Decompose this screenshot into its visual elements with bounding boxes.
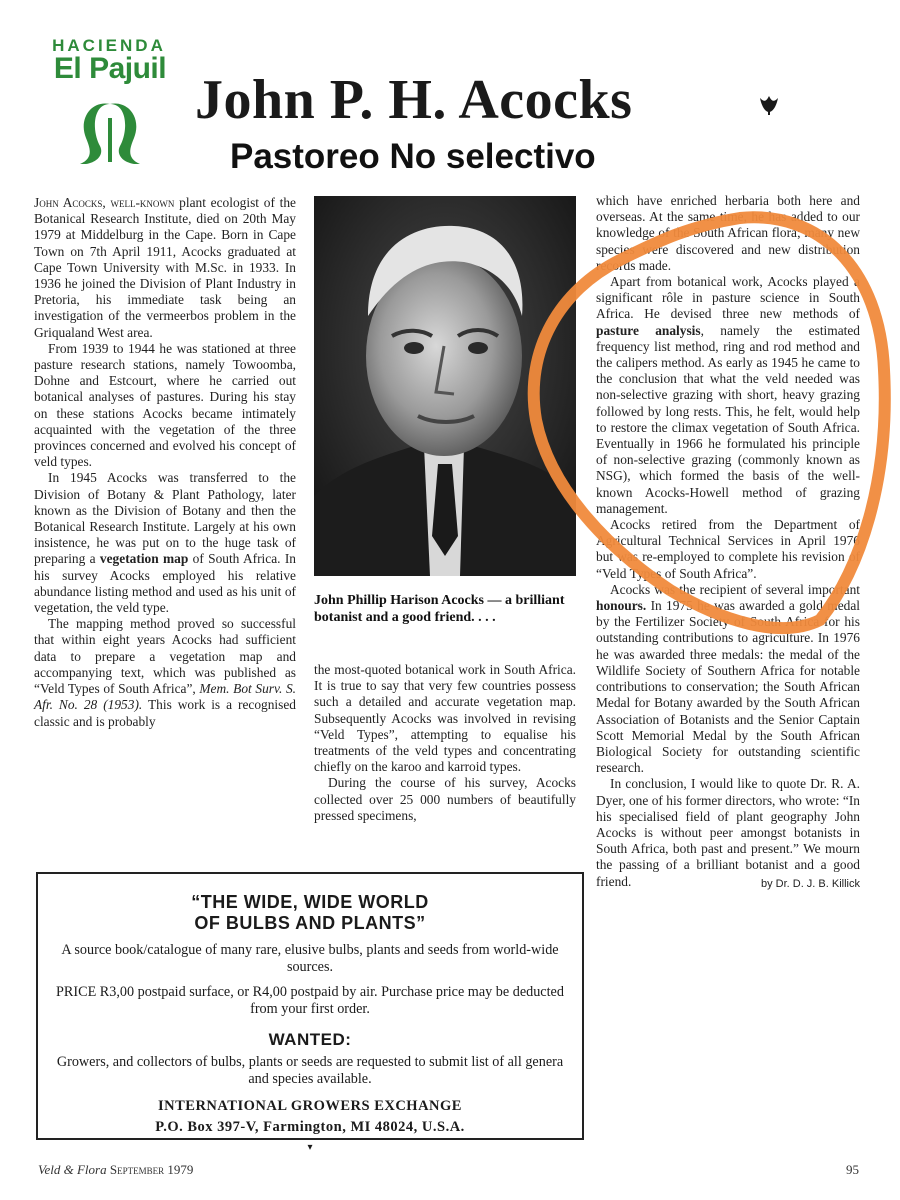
overlay-subtitle: Pastoreo No selectivo: [230, 137, 596, 176]
ad-wanted-heading: WANTED:: [268, 1030, 352, 1049]
photo-caption: John Phillip Harison Acocks — a brilliant botanist and a good friend. . . .: [314, 593, 565, 625]
leaf-logo-icon: [70, 98, 150, 170]
ad-heading-1: “THE WIDE, WIDE WORLD: [191, 892, 429, 912]
column-2: [314, 662, 576, 824]
col3-paragraph: Acocks retired from the Department of Agricultural Technical Services in April 1976 but was re-employed to complete his revision of “Veld Types of South Africa”.: [596, 517, 860, 581]
ad-organization: INTERNATIONAL GROWERS EXCHANGE: [158, 1098, 462, 1114]
byline: by Dr. D. J. B. Killick: [760, 877, 860, 890]
ad-wanted-text: Growers, and collectors of bulbs, plants or seeds are requested to submit list of all genera and species available.: [56, 1054, 564, 1087]
ad-address: P.O. Box 397-V, Farmington, MI 48024, U.S.A.: [155, 1119, 465, 1135]
ad-description: A source book/catalogue of many rare, elusive bulbs, plants and seeds from world-wide sources.: [61, 942, 559, 975]
col1-paragraph: From 1939 to 1944 he was stationed at three pasture research stations, namely Towoomba, Dohne and Estcourt, where he carried out botanical analyses of pastures. During his stay on these stations Acocks became intimately acquainted with the vegetation of the three provinces concerned and evolved his concept of veld types.: [34, 340, 296, 470]
article-title: John P. H. Acocks: [195, 69, 633, 131]
orange-circle-annotation: [520, 200, 898, 640]
footer-journal: Veld & Flora September 1979: [38, 1162, 194, 1177]
col3-paragraph: In conclusion, I would like to quote Dr. R. A. Dyer, one of his former directors, who wrote: “In his specialised field of plant geography John Acocks is without peer amongst botanists in South Africa, both past and present.” We mourn the passing of a brilliant botanist and a good friend.: [596, 776, 860, 889]
col3-paragraph: Apart from botanical work, Acocks played a significant rôle in pasture science in South Africa. He devised three new methods of pasture analysis, namely the estimated frequency list method, ring and rod method and the calipers method. As early as 1945 he came to the conclusion that what the veld needed was non-selective grazing with short, heavy grazing followed by long rests. This, he felt, would help to restore the climax vegetation of South Africa. Eventually in 1966 he formulated his principle of non-selective grazing (commonly known as NSG), which formed the basis of the well-known Acocks-Howell method of grazing management.: [596, 274, 860, 516]
advertisement-box: [36, 872, 584, 1153]
ad-heading-2: OF BULBS AND PLANTS”: [194, 913, 426, 933]
col3-paragraph: which have enriched herbaria both here and overseas. At the same time, he has added to our knowledge of the South African flora; many new species were discovered and new distribution records made.: [596, 193, 860, 273]
ad-price: PRICE R3,00 postpaid surface, or R4,00 postpaid by air. Purchase price may be deducted from your first order.: [56, 984, 564, 1017]
col1-paragraph: John Acocks, well-known plant ecologist of the Botanical Research Institute, died on 20th May 1979 at Middelburg in the Cape. Born in Cape Town on 7th April 1911, Acocks graduated at Cape Town University with M.Sc. in 1933. In 1936 he joined the Division of Plant Industry in Pretoria, his immediate task being an investigation of the vermeerbos problem in the Griqualand West area.: [34, 195, 296, 340]
col1-paragraph: In 1945 Acocks was transferred to the Division of Botany & Plant Pathology, later known as the Division of Botany and then the Botanical Research Institute. Largely at his own insistence, he was put on to the huge task of preparing a vegetation map of South Africa. In his survey Acocks employed his relative abundance listing method and used as his unit of vegetation, the veld type.: [34, 470, 296, 616]
logo-main-text: El Pajuil: [53, 52, 167, 85]
ad-bullet-mark: ▾: [307, 1142, 313, 1153]
column-1: [34, 195, 296, 730]
flower-ornament-icon: [756, 90, 782, 116]
col3-paragraph: Acocks was the recipient of several important honours. In 1975 he was awarded a gold medal by the Fertilizer Society of South Africa for his outstanding contributions to agriculture. In 1976 he was awarded three medals: the medal of the Wildlife Society of Southern Africa for notable contributions to conservation; the South African Medal for Botany awarded by the South African Association of Botanists and the Senior Captain Scott Memorial Medal by the South African Biological Society for outstanding scientific research.: [596, 581, 860, 776]
col1-paragraph: The mapping method proved so successful that within eight years Acocks had sufficient data to prepare a vegetation map and accompanying text, which was published as “Veld Types of South Africa”, Mem. Bot Surv. S. Afr. No. 28 (1953). This work is a recognised classic and is probably: [34, 616, 297, 729]
col2-paragraph: During the course of his survey, Acocks collected over 25 000 numbers of beautifully pressed specimens,: [314, 775, 576, 823]
col2-paragraph: the most-quoted botanical work in South Africa. It is true to say that very few countries possess such a detailed and accurate vegetation map. Subsequently Acocks was involved in revising “Veld Types”, attempting to equalise his treatments of the veld types and concentrating chiefly on the karoo and karroid types.: [314, 662, 576, 775]
page-number: 95: [846, 1162, 859, 1177]
logo-top-text: HACIENDA: [52, 36, 166, 55]
